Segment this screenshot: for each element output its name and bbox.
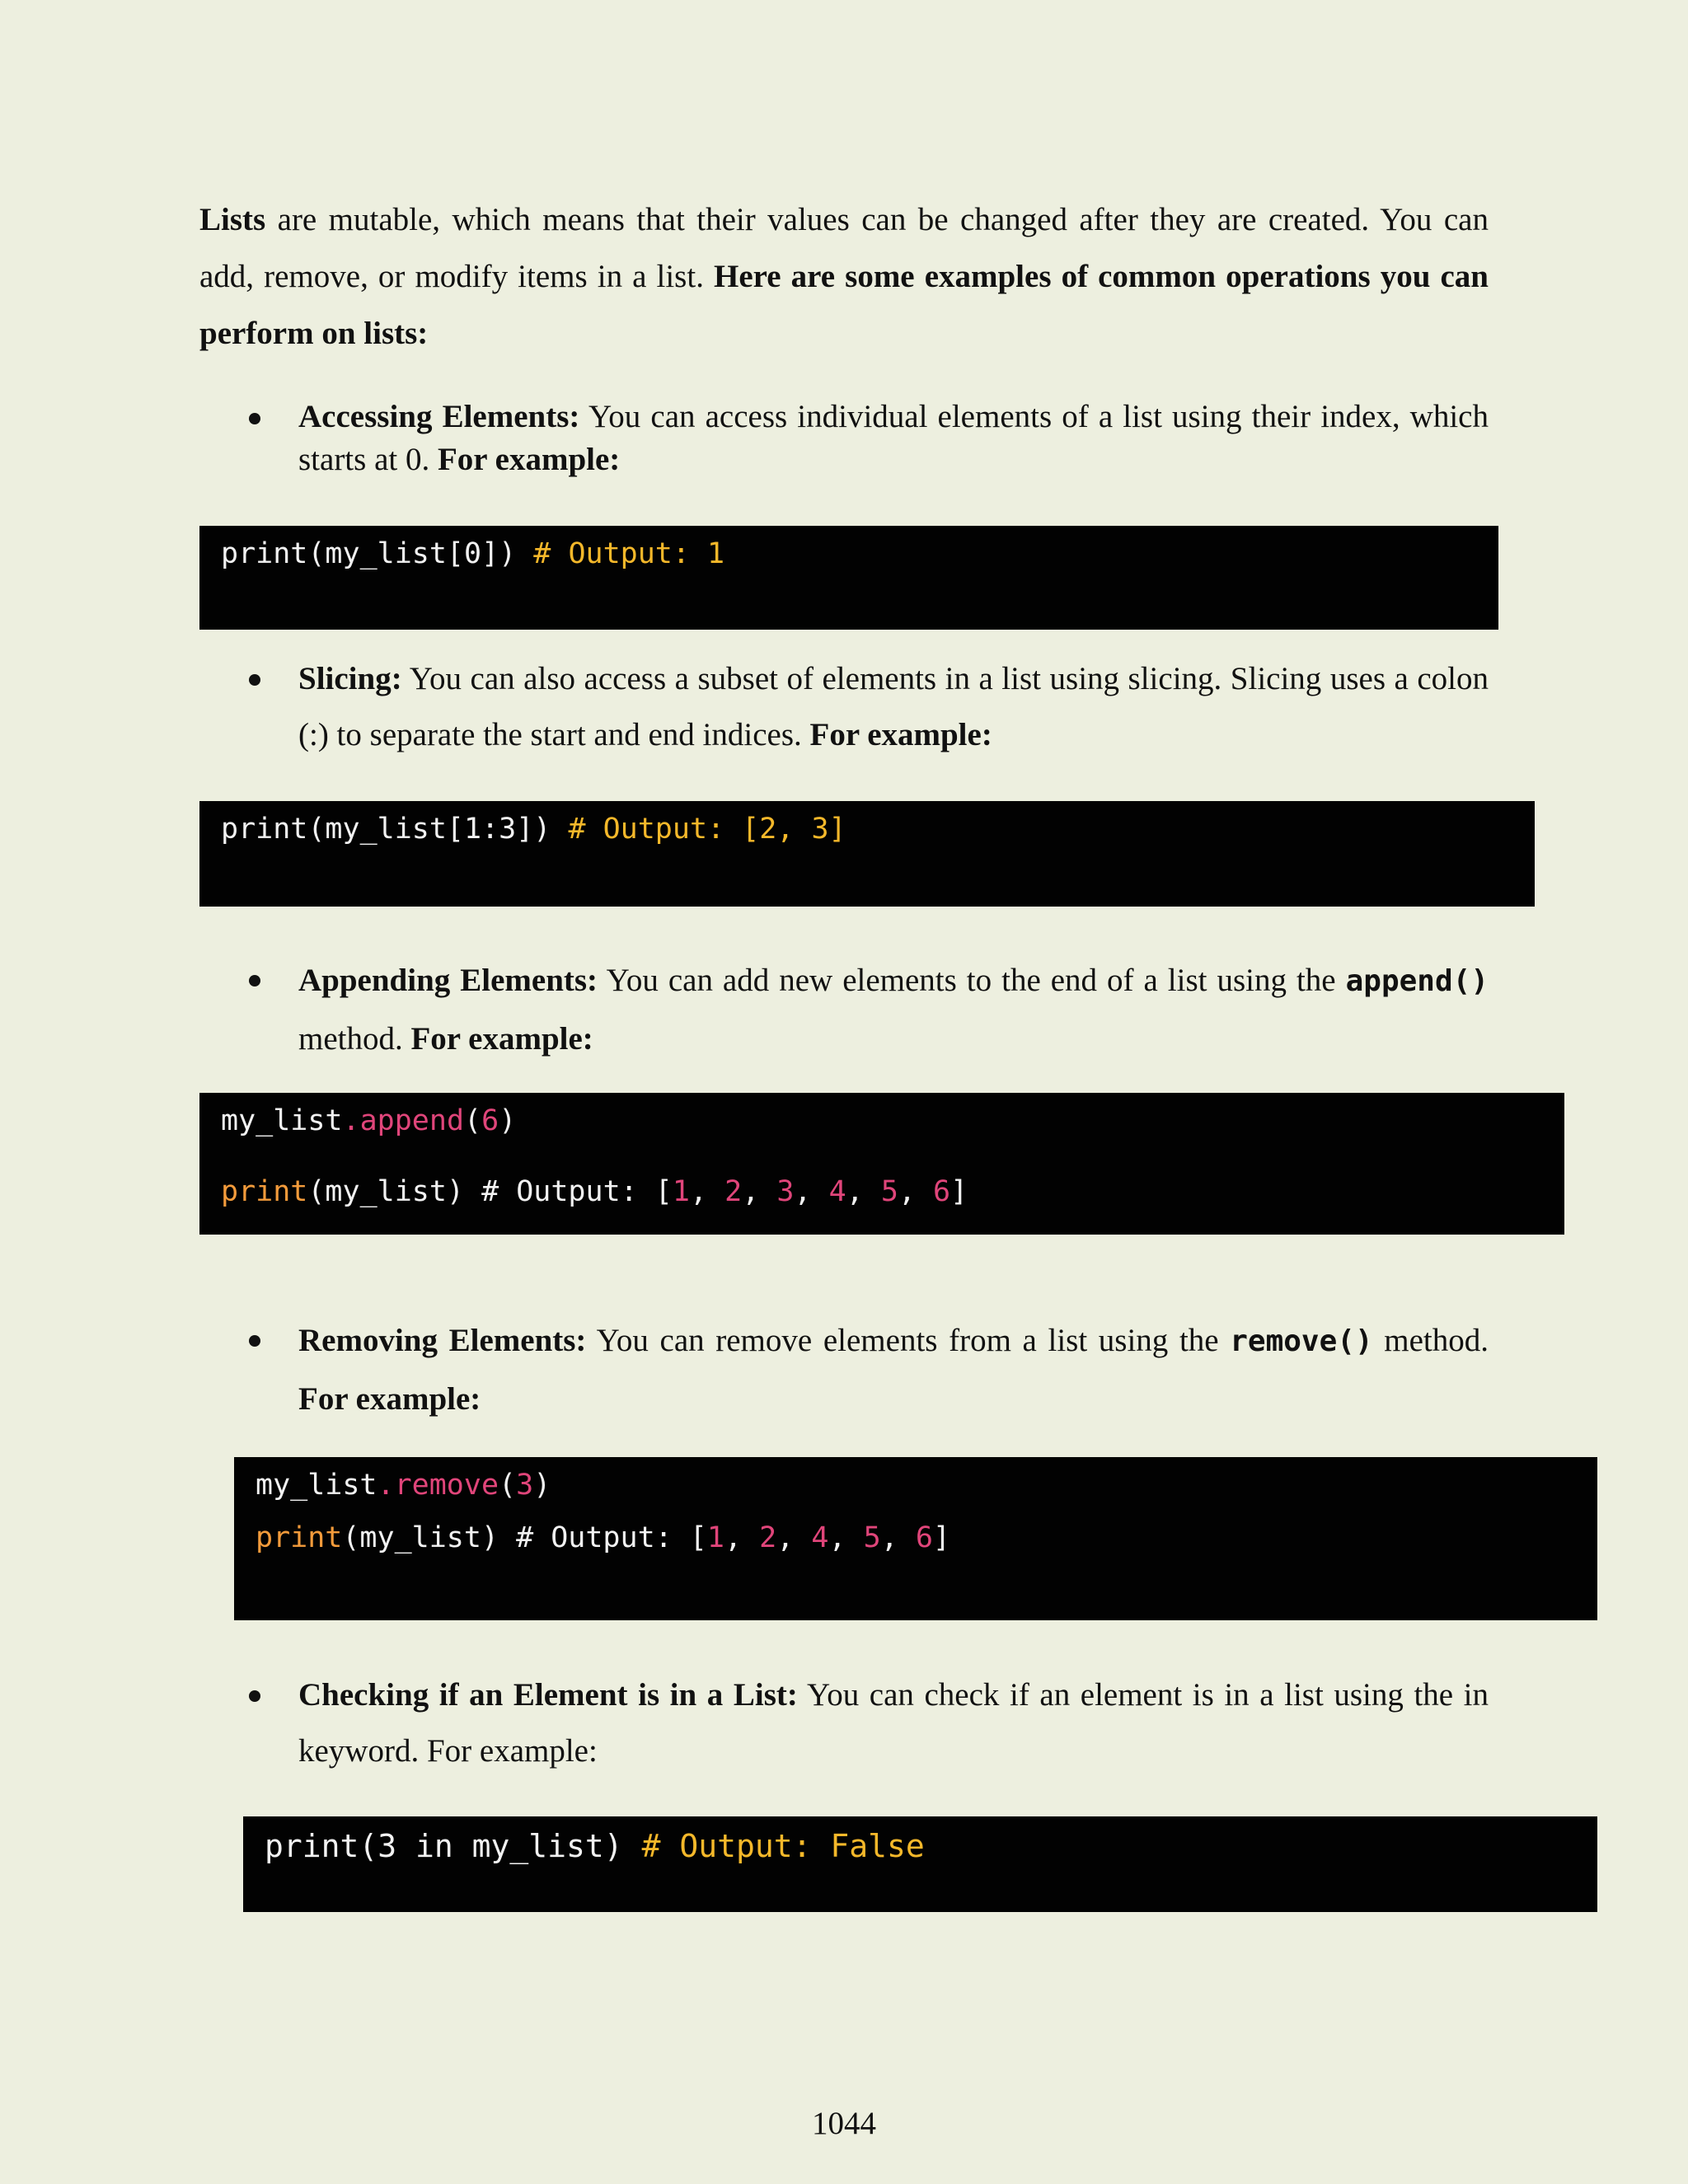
for-example-label: For example: bbox=[809, 717, 992, 752]
code-var: my_list bbox=[221, 1104, 343, 1137]
bullet-title: Accessing Elements: bbox=[298, 399, 580, 434]
code-block-append bbox=[199, 1093, 1564, 1235]
code-bracket: ] bbox=[950, 1175, 968, 1208]
code-comment: # Output: False bbox=[641, 1828, 925, 1864]
bullet-text: You can add new elements to the end of a list using the bbox=[598, 963, 1346, 998]
code-text: print(my_list[1:3]) bbox=[221, 813, 569, 846]
for-example-label: For example: bbox=[437, 442, 621, 477]
code-paren: ( bbox=[499, 1469, 517, 1502]
code-sep: , bbox=[776, 1521, 812, 1554]
code-block-access bbox=[199, 526, 1498, 630]
code-sep: , bbox=[742, 1175, 777, 1208]
bullet-dot bbox=[249, 1335, 260, 1347]
code-sep: , bbox=[880, 1521, 916, 1554]
code-number: 4 bbox=[811, 1521, 829, 1554]
bullet-text-after: method. bbox=[1372, 1323, 1489, 1358]
code-method: .remove bbox=[377, 1469, 499, 1502]
intro-lists-word: Lists bbox=[199, 202, 266, 237]
code-line bbox=[256, 1521, 950, 1554]
code-comment: # Output: [2, 3] bbox=[568, 813, 846, 846]
bullet-title: Appending Elements: bbox=[298, 963, 598, 998]
code-sep: , bbox=[794, 1175, 829, 1208]
bullet-accessing bbox=[298, 396, 1489, 481]
code-number: 1 bbox=[706, 1521, 724, 1554]
code-comment: # Output: 1 bbox=[533, 537, 725, 570]
code-keyword: print bbox=[256, 1521, 343, 1554]
code-text: (my_list) # Output: [ bbox=[342, 1521, 707, 1554]
code-keyword: print bbox=[221, 1175, 308, 1208]
code-number: 2 bbox=[759, 1521, 777, 1554]
code-line bbox=[256, 1469, 551, 1502]
code-paren: ( bbox=[464, 1104, 482, 1137]
code-sep: , bbox=[724, 1521, 760, 1554]
bullet-appending bbox=[298, 952, 1489, 1068]
code-line bbox=[221, 537, 724, 570]
bullet-slicing bbox=[298, 651, 1489, 763]
code-number: 3 bbox=[516, 1469, 534, 1502]
code-number: 6 bbox=[933, 1175, 951, 1208]
code-number: 6 bbox=[481, 1104, 499, 1137]
code-paren: ) bbox=[499, 1104, 517, 1137]
intro-text: are mutable, which means that their values can be changed after they are created. You can add, remove, or modify items in a list. bbox=[199, 202, 1489, 294]
code-text: (my_list) # Output: [ bbox=[307, 1175, 673, 1208]
inline-code-remove: remove() bbox=[1230, 1324, 1373, 1358]
code-paren: ) bbox=[533, 1469, 551, 1502]
bullet-dot bbox=[249, 1690, 260, 1702]
code-block-slice bbox=[199, 801, 1535, 907]
bullet-text: You can remove elements from a list using the bbox=[586, 1323, 1231, 1358]
bullet-title: Slicing: bbox=[298, 661, 402, 696]
bullet-text-after: method. bbox=[298, 1021, 411, 1057]
code-sep: , bbox=[898, 1175, 934, 1208]
code-block-in-check bbox=[243, 1816, 1597, 1912]
code-sep: , bbox=[846, 1175, 881, 1208]
page-number: 1044 bbox=[812, 2106, 876, 2141]
code-line bbox=[265, 1828, 925, 1864]
intro-bold-tail: Here are some examples of common operations you can perform on lists: bbox=[199, 259, 1489, 351]
code-sep: , bbox=[828, 1521, 864, 1554]
code-sep: , bbox=[689, 1175, 725, 1208]
code-method: .append bbox=[342, 1104, 465, 1137]
code-number: 1 bbox=[672, 1175, 690, 1208]
intro-paragraph bbox=[199, 191, 1489, 362]
bullet-title: Checking if an Element is in a List: bbox=[298, 1677, 798, 1713]
code-number: 6 bbox=[915, 1521, 933, 1554]
bullet-dot bbox=[249, 674, 260, 686]
bullet-dot bbox=[249, 975, 260, 987]
code-bracket: ] bbox=[932, 1521, 950, 1554]
bullet-text: You can access individual elements of a list using their index, which starts at 0. bbox=[298, 399, 1489, 477]
code-text: print(3 in my_list) bbox=[265, 1828, 642, 1864]
bullet-title: Removing Elements: bbox=[298, 1323, 587, 1358]
code-var: my_list bbox=[256, 1469, 377, 1502]
code-number: 2 bbox=[724, 1175, 743, 1208]
code-block-remove bbox=[234, 1457, 1597, 1620]
bullet-dot bbox=[249, 413, 260, 424]
code-text: print(my_list[0]) bbox=[221, 537, 534, 570]
bullet-text: You can also access a subset of elements in a list using slicing. Slicing uses a colon (:) to separate the start and end indices. bbox=[298, 661, 1489, 752]
code-line bbox=[221, 813, 846, 846]
code-line bbox=[221, 1104, 516, 1137]
code-line bbox=[221, 1175, 968, 1208]
code-number: 5 bbox=[863, 1521, 881, 1554]
bullet-checking bbox=[298, 1667, 1489, 1779]
for-example-label: For example: bbox=[298, 1381, 481, 1417]
for-example-label: For example: bbox=[410, 1021, 593, 1057]
bullet-removing bbox=[298, 1312, 1489, 1428]
code-number: 4 bbox=[828, 1175, 846, 1208]
inline-code-append: append() bbox=[1345, 964, 1489, 998]
code-number: 5 bbox=[880, 1175, 898, 1208]
bullet-text: You can check if an element is in a list using the in keyword. For example: bbox=[298, 1677, 1489, 1769]
code-number: 3 bbox=[776, 1175, 795, 1208]
